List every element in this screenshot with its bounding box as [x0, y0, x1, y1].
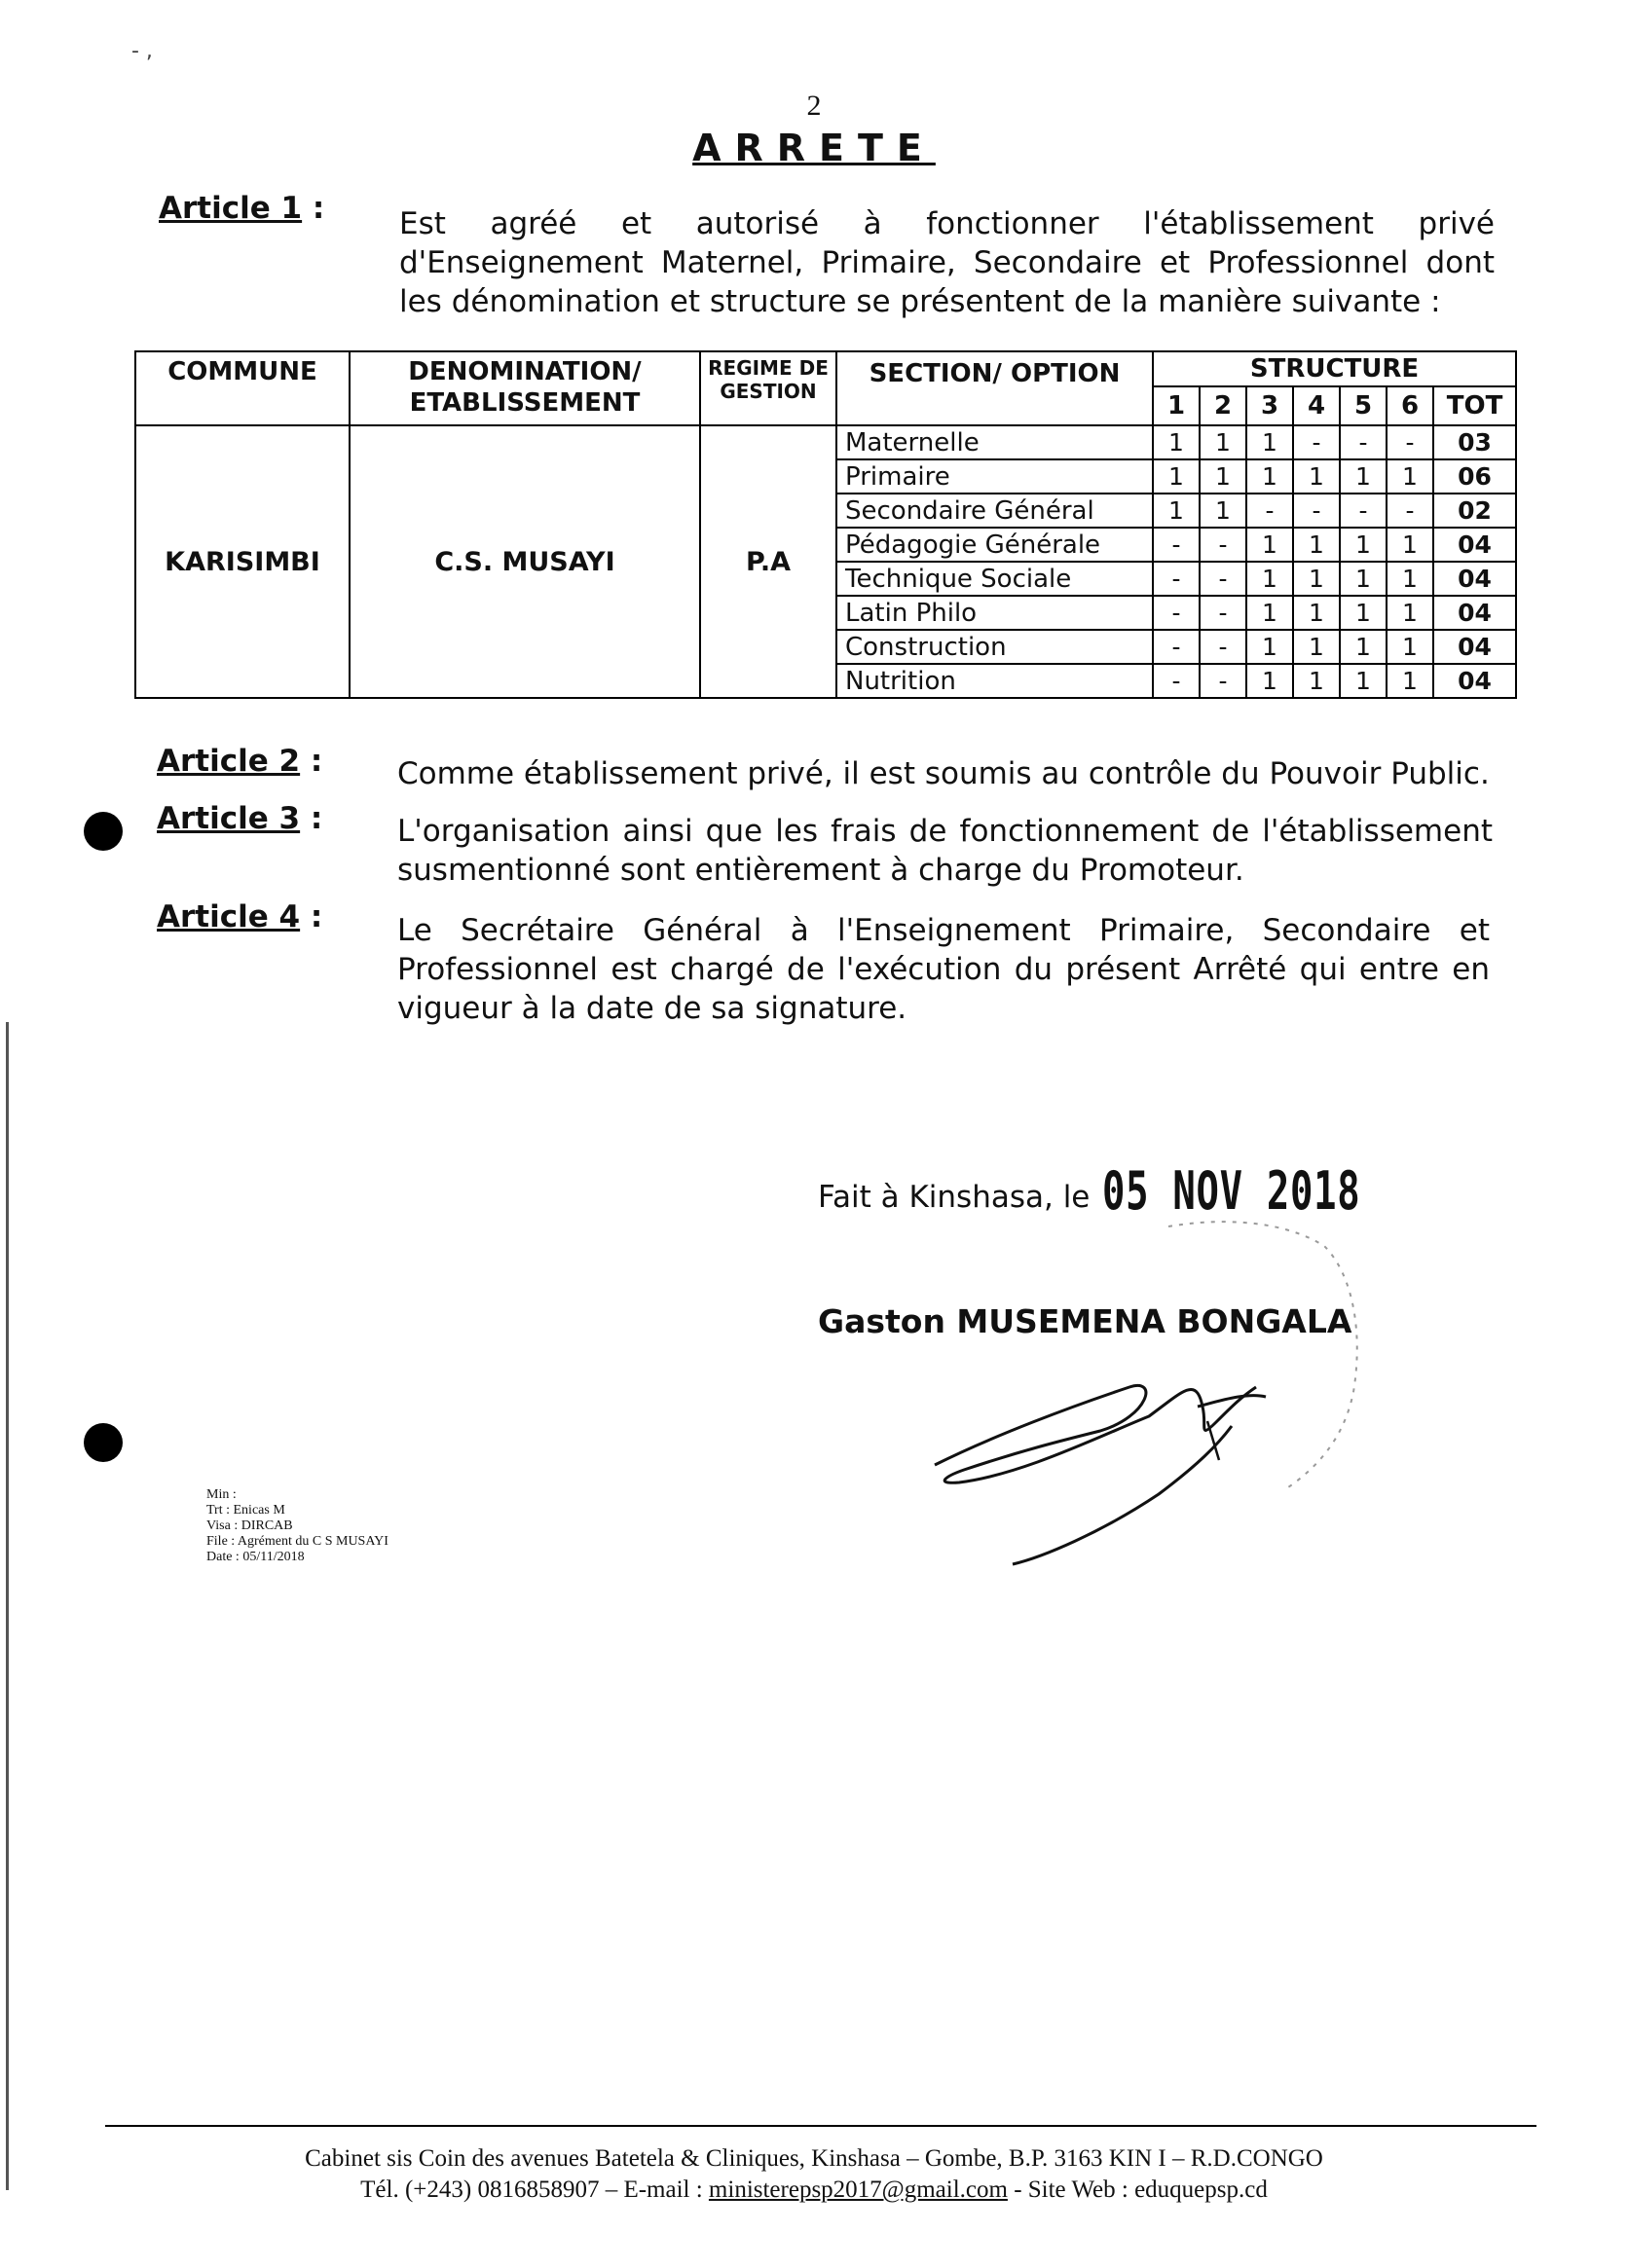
header-year-5: 5: [1340, 386, 1387, 425]
year-cell: -: [1200, 596, 1246, 630]
year-cell: 1: [1340, 562, 1387, 596]
year-cell: 1: [1387, 596, 1433, 630]
year-cell: 1: [1387, 630, 1433, 664]
tot-cell: 02: [1433, 494, 1516, 528]
structure-table: [134, 350, 1517, 699]
year-cell: -: [1340, 425, 1387, 459]
year-cell: -: [1153, 562, 1200, 596]
year-cell: 1: [1340, 596, 1387, 630]
section-cell: Maternelle: [836, 425, 1153, 459]
footer-address: Cabinet sis Coin des avenues Batetela & Cliniques, Kinshasa – Gombe, B.P. 3163 KIN I – R.D.CONGO: [305, 2145, 1323, 2172]
footer-tel: Tél. (+243) 0816858907 – E-mail :: [360, 2177, 709, 2203]
article-3-number: Article 3: [157, 801, 301, 836]
year-cell: 1: [1246, 459, 1293, 494]
article-4-text: Le Secrétaire Général à l'Enseignement Primaire, Secondaire et Professionnel est chargé de l'exécution du présent Arrêté qui entre en vigueur à la date de sa signature.: [397, 913, 1490, 1026]
article-1-text: Est agréé et autorisé à fonctionner l'établissement privé d'Enseignement Maternel, Primaire, Secondaire et Professionnel dont les dénomination et structure se présentent de la manière suivante :: [399, 206, 1495, 319]
tot-cell: 03: [1433, 425, 1516, 459]
article-1-colon: :: [302, 191, 325, 226]
year-cell: -: [1200, 630, 1246, 664]
section-cell: Construction: [836, 630, 1153, 664]
year-cell: 1: [1246, 528, 1293, 562]
year-cell: 1: [1293, 459, 1340, 494]
article-4-label: [157, 899, 322, 934]
article-2-number: Article 2: [157, 744, 301, 779]
date-stamp: 05 NOV 2018: [1102, 1160, 1361, 1222]
year-cell: 1: [1246, 596, 1293, 630]
year-cell: 1: [1246, 664, 1293, 698]
tot-cell: 04: [1433, 528, 1516, 562]
footer-website: - Site Web : eduquepsp.cd: [1007, 2177, 1268, 2203]
corner-mark: - ,: [131, 39, 153, 63]
year-cell: -: [1387, 494, 1433, 528]
article-2-text: Comme établissement privé, il est soumis au contrôle du Pouvoir Public.: [397, 756, 1490, 791]
year-cell: 1: [1153, 494, 1200, 528]
scan-edge-line: [6, 1022, 9, 2190]
article-2-label: [157, 744, 322, 779]
denomination-cell: C.S. MUSAYI: [350, 425, 700, 698]
year-cell: 1: [1340, 664, 1387, 698]
header-section: SECTION/ OPTION: [836, 351, 1153, 425]
section-cell: Pédagogie Générale: [836, 528, 1153, 562]
regime-cell: P.A: [700, 425, 836, 698]
year-cell: -: [1200, 664, 1246, 698]
footer-contacts: [0, 2177, 1628, 2204]
table-header-row-1: [135, 351, 1516, 386]
section-cell: Primaire: [836, 459, 1153, 494]
commune-cell: KARISIMBI: [135, 425, 350, 698]
header-year-4: 4: [1293, 386, 1340, 425]
section-cell: Secondaire Général: [836, 494, 1153, 528]
year-cell: 1: [1246, 630, 1293, 664]
section-cell: Technique Sociale: [836, 562, 1153, 596]
section-cell: Nutrition: [836, 664, 1153, 698]
tot-cell: 04: [1433, 664, 1516, 698]
year-cell: 1: [1293, 596, 1340, 630]
year-cell: 1: [1293, 528, 1340, 562]
year-cell: 1: [1293, 664, 1340, 698]
year-cell: 1: [1293, 630, 1340, 664]
page-number: 2: [806, 90, 822, 122]
reference-visa: Visa : DIRCAB: [206, 1518, 293, 1533]
year-cell: -: [1246, 494, 1293, 528]
punch-hole-mark: [84, 812, 123, 851]
year-cell: 1: [1153, 425, 1200, 459]
reference-date: Date : 05/11/2018: [206, 1550, 305, 1564]
year-cell: 1: [1387, 528, 1433, 562]
document-title: ARRETE: [692, 127, 936, 169]
header-structure: STRUCTURE: [1153, 351, 1516, 386]
year-cell: -: [1153, 664, 1200, 698]
tot-cell: 04: [1433, 596, 1516, 630]
reference-file: File : Agrément du C S MUSAYI: [206, 1534, 388, 1549]
year-cell: 1: [1246, 562, 1293, 596]
place-and-date-label: Fait à Kinshasa, le: [818, 1180, 1091, 1215]
article-1-label: [159, 191, 324, 226]
header-year-6: 6: [1387, 386, 1433, 425]
header-commune: COMMUNE: [135, 351, 350, 425]
year-cell: -: [1293, 494, 1340, 528]
article-3-colon: :: [300, 801, 323, 836]
signatory-name: Gaston MUSEMENA BONGALA: [818, 1302, 1352, 1340]
year-cell: 1: [1293, 562, 1340, 596]
year-cell: -: [1153, 596, 1200, 630]
tot-cell: 06: [1433, 459, 1516, 494]
header-regime: REGIME DE GESTION: [700, 351, 836, 425]
article-4-number: Article 4: [157, 899, 301, 934]
year-cell: -: [1387, 425, 1433, 459]
article-2-colon: :: [300, 744, 323, 779]
year-cell: -: [1200, 562, 1246, 596]
year-cell: -: [1153, 528, 1200, 562]
footer-divider: [105, 2125, 1536, 2127]
year-cell: 1: [1340, 459, 1387, 494]
header-denomination: DENOMINATION/ ETABLISSEMENT: [350, 351, 700, 425]
year-cell: -: [1200, 528, 1246, 562]
header-year-1: 1: [1153, 386, 1200, 425]
reference-min: Min :: [206, 1487, 237, 1502]
year-cell: 1: [1200, 425, 1246, 459]
header-year-2: 2: [1200, 386, 1246, 425]
reference-trt: Trt : Enicas M: [206, 1503, 285, 1518]
year-cell: -: [1293, 425, 1340, 459]
faint-seal-outline: [1149, 1207, 1373, 1499]
tot-cell: 04: [1433, 630, 1516, 664]
reference-block: [206, 1487, 388, 1565]
year-cell: 1: [1200, 459, 1246, 494]
article-4-colon: :: [300, 899, 323, 934]
year-cell: -: [1340, 494, 1387, 528]
year-cell: 1: [1387, 664, 1433, 698]
year-cell: 1: [1153, 459, 1200, 494]
year-cell: 1: [1246, 425, 1293, 459]
punch-hole-mark: [84, 1423, 123, 1462]
year-cell: -: [1153, 630, 1200, 664]
footer-email-link[interactable]: ministerepsp2017@gmail.com: [708, 2177, 1008, 2203]
header-year-3: 3: [1246, 386, 1293, 425]
section-cell: Latin Philo: [836, 596, 1153, 630]
header-tot: TOT: [1433, 386, 1516, 425]
article-1-number: Article 1: [159, 191, 303, 226]
article-3-text: L'organisation ainsi que les frais de fonctionnement de l'établissement susmentionné sont entièrement à charge du Promoteur.: [397, 814, 1493, 888]
article-3-label: [157, 801, 322, 836]
year-cell: 1: [1387, 459, 1433, 494]
year-cell: 1: [1200, 494, 1246, 528]
year-cell: 1: [1340, 528, 1387, 562]
table-row: [135, 425, 1516, 459]
year-cell: 1: [1340, 630, 1387, 664]
year-cell: 1: [1387, 562, 1433, 596]
tot-cell: 04: [1433, 562, 1516, 596]
